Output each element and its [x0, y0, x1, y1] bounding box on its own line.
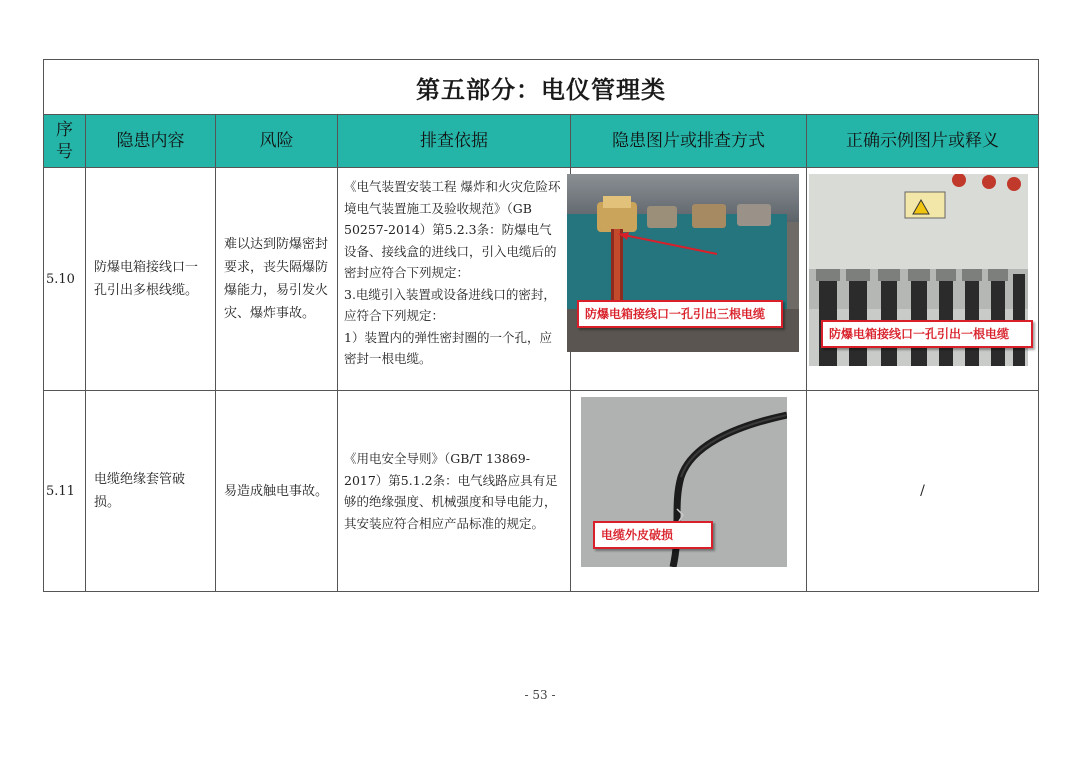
hazard-content: 电缆绝缘套管破损。 [86, 391, 216, 592]
hazard-content: 防爆电箱接线口一孔引出多根线缆。 [86, 168, 216, 391]
correct-example-text: / [807, 391, 1039, 592]
table-row [44, 391, 1039, 592]
table-row [44, 168, 1039, 391]
basis-content [338, 391, 571, 592]
hazard-callout-text: 防爆电箱接线口一孔引出三根电缆 [585, 307, 766, 321]
header-row [44, 115, 1039, 168]
header-basis: 排查依据 [338, 115, 571, 168]
hazard-table-sheet [43, 59, 1038, 592]
header-no-label: 序号 [56, 120, 73, 162]
correct-image-cell [807, 168, 1039, 391]
basis-text: 《用电安全导则》（GB/T 13869-2017）第5.1.2条：电气线路应具有足够的绝缘强度、机械强度和导电能力，其安装应符合相应产品标准的规定。 [344, 451, 558, 531]
header-risk: 风险 [216, 115, 338, 168]
hazard-image-cell [571, 391, 807, 592]
hazard-callout-label [577, 300, 783, 328]
row-number: 5.11 [44, 391, 86, 592]
correct-callout-text: 防爆电箱接线口一孔引出一根电缆 [829, 327, 1010, 341]
risk-content: 难以达到防爆密封要求，丧失隔爆防爆能力，易引发火灾、爆炸事故。 [216, 168, 338, 391]
header-hazard: 隐患内容 [86, 115, 216, 168]
hazard-image-cell [571, 168, 807, 391]
page-number: - 53 - [524, 688, 556, 702]
section-title: 第五部分：电仪管理类 [44, 60, 1039, 115]
header-image: 隐患图片或排查方式 [571, 115, 807, 168]
correct-callout-label [821, 320, 1033, 348]
risk-content: 易造成触电事故。 [216, 391, 338, 592]
basis-text: 《电气装置安装工程 爆炸和火灾危险环境电气装置施工及验收规范》（GB 50257-2014）第5.2.3条：防爆电气设备、接线盒的进线口，引入电缆后的密封应符合下列规定： 3.电缆引入装置或设备进线口的密封，应符合下列规定： 1）装置内的弹性密封圈的一个孔，应密封一根电缆。 [344, 179, 561, 366]
basis-content [338, 168, 571, 391]
row-number: 5.10 [44, 168, 86, 391]
header-no [44, 115, 86, 168]
hazard-callout-text: 电缆外皮破损 [601, 528, 674, 542]
header-correct: 正确示例图片或释义 [807, 115, 1039, 168]
hazard-callout-label [593, 521, 713, 549]
hazard-table [43, 59, 1039, 592]
